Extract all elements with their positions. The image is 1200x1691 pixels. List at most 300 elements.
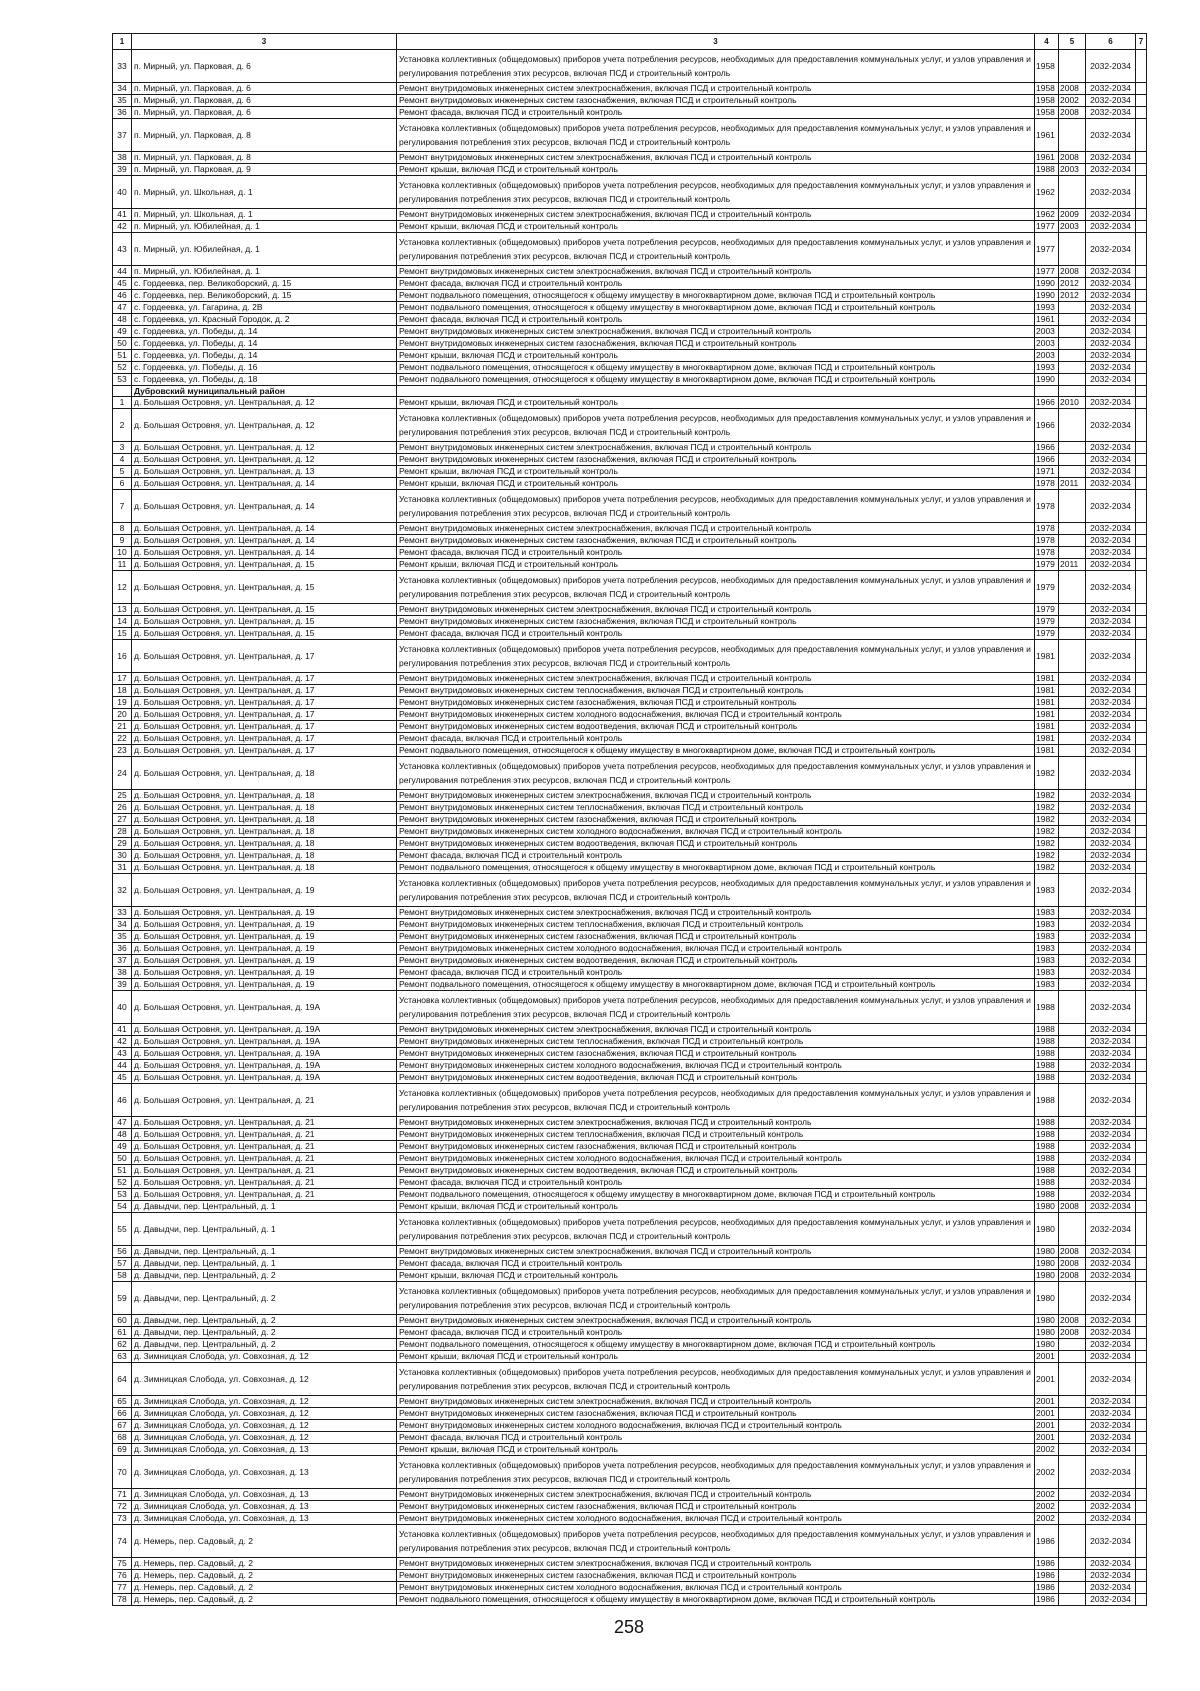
col-7-cell [1136, 1036, 1147, 1048]
table-row [113, 640, 1147, 673]
row-number-cell: 48 [113, 314, 132, 326]
work-type-cell: Установка коллективных (общедомовых) приборов учета потребления ресурсов, необходимых для предоставления коммунальных услуг, и узлов управления и регулирования потребления этих ресурсов, включая ПСД и строительный контроль [397, 991, 1035, 1024]
last-repair-cell [1059, 862, 1086, 874]
address-cell: д. Большая Островня, ул. Центральная, д. 15 [132, 616, 397, 628]
table-row [113, 314, 1147, 326]
row-number-cell: 4 [113, 454, 132, 466]
table-row [113, 490, 1147, 523]
last-repair-cell [1059, 1513, 1086, 1525]
year-built-cell: 1981 [1035, 733, 1059, 745]
last-repair-cell [1059, 919, 1086, 931]
table-row [113, 955, 1147, 967]
row-number-cell: 7 [113, 490, 132, 523]
year-built-cell: 1988 [1035, 1129, 1059, 1141]
repair-period-cell: 2032-2034 [1086, 955, 1136, 967]
header-col-period: 6 [1086, 34, 1136, 50]
work-type-cell: Ремонт внутридомовых инженерных систем электроснабжения, включая ПСД и строительный контроль [397, 1489, 1035, 1501]
row-number-cell: 13 [113, 604, 132, 616]
repair-period-cell: 2032-2034 [1086, 967, 1136, 979]
table-row [113, 119, 1147, 152]
last-repair-cell [1059, 640, 1086, 673]
address-cell: д. Большая Островня, ул. Центральная, д. 21 [132, 1153, 397, 1165]
row-number-cell: 74 [113, 1525, 132, 1558]
last-repair-cell [1059, 838, 1086, 850]
table-row [113, 628, 1147, 640]
table-row [113, 1408, 1147, 1420]
row-number-cell: 26 [113, 802, 132, 814]
last-repair-cell [1059, 733, 1086, 745]
col-7-cell [1136, 1456, 1147, 1489]
repair-period-cell: 2032-2034 [1086, 1177, 1136, 1189]
col-7-cell [1136, 907, 1147, 919]
last-repair-cell [1059, 850, 1086, 862]
repair-period-cell: 2032-2034 [1086, 523, 1136, 535]
col-7-cell [1136, 1084, 1147, 1117]
repair-period-cell: 2032-2034 [1086, 1213, 1136, 1246]
repair-period-cell: 2032-2034 [1086, 1153, 1136, 1165]
last-repair-cell [1059, 1432, 1086, 1444]
address-cell: д. Большая Островня, ул. Центральная, д. 18 [132, 838, 397, 850]
row-number-cell: 46 [113, 290, 132, 302]
work-type-cell: Установка коллективных (общедомовых) приборов учета потребления ресурсов, необходимых для предоставления коммунальных услуг, и узлов управления и регулирования потребления этих ресурсов, включая ПСД и строительный контроль [397, 233, 1035, 266]
work-type-cell: Ремонт внутридомовых инженерных систем холодного водоснабжения, включая ПСД и строительный контроль [397, 709, 1035, 721]
address-cell: д. Большая Островня, ул. Центральная, д. 19 [132, 979, 397, 991]
last-repair-cell [1059, 1141, 1086, 1153]
last-repair-cell [1059, 874, 1086, 907]
address-cell: д. Давыдчи, пер. Центральный, д. 2 [132, 1339, 397, 1351]
row-number-cell: 31 [113, 862, 132, 874]
table-row [113, 1489, 1147, 1501]
col-7-cell [1136, 290, 1147, 302]
year-built-cell: 1990 [1035, 278, 1059, 290]
address-cell: д. Большая Островня, ул. Центральная, д. 19А [132, 1060, 397, 1072]
table-row [113, 802, 1147, 814]
table-row [113, 838, 1147, 850]
year-built-cell: 1978 [1035, 535, 1059, 547]
address-cell: д. Большая Островня, ул. Центральная, д. 18 [132, 814, 397, 826]
year-built-cell: 2001 [1035, 1351, 1059, 1363]
last-repair-cell [1059, 814, 1086, 826]
year-built-cell: 1979 [1035, 604, 1059, 616]
repair-period-cell: 2032-2034 [1086, 1525, 1136, 1558]
repair-period-cell: 2032-2034 [1086, 278, 1136, 290]
address-cell: д. Большая Островня, ул. Центральная, д. 18 [132, 802, 397, 814]
col-7-cell [1136, 1408, 1147, 1420]
table-row [113, 1048, 1147, 1060]
repair-period-cell: 2032-2034 [1086, 1456, 1136, 1489]
table-row [113, 1570, 1147, 1582]
row-number-cell: 3 [113, 442, 132, 454]
repair-period-cell: 2032-2034 [1086, 290, 1136, 302]
address-cell: д. Давыдчи, пер. Центральный, д. 2 [132, 1270, 397, 1282]
last-repair-cell [1059, 350, 1086, 362]
row-number-cell: 35 [113, 95, 132, 107]
last-repair-cell [1059, 745, 1086, 757]
year-built-cell: 1978 [1035, 547, 1059, 559]
last-repair-cell [1059, 233, 1086, 266]
row-number-cell: 34 [113, 919, 132, 931]
table-row [113, 1117, 1147, 1129]
work-type-cell: Ремонт внутридомовых инженерных систем газоснабжения, включая ПСД и строительный контроль [397, 1570, 1035, 1582]
repair-period-cell: 2032-2034 [1086, 709, 1136, 721]
year-built-cell: 1988 [1035, 164, 1059, 176]
table-row [113, 943, 1147, 955]
row-number-cell: 9 [113, 535, 132, 547]
repair-period-cell: 2032-2034 [1086, 1048, 1136, 1060]
table-row [113, 697, 1147, 709]
row-number-cell: 67 [113, 1420, 132, 1432]
address-cell: д. Большая Островня, ул. Центральная, д. 19 [132, 955, 397, 967]
work-type-cell: Ремонт внутридомовых инженерных систем теплоснабжения, включая ПСД и строительный контроль [397, 1036, 1035, 1048]
row-number-cell: 14 [113, 616, 132, 628]
col-7-cell [1136, 1582, 1147, 1594]
last-repair-cell [1059, 523, 1086, 535]
year-built-cell: 1958 [1035, 107, 1059, 119]
last-repair-cell [1059, 967, 1086, 979]
work-type-cell: Ремонт внутридомовых инженерных систем электроснабжения, включая ПСД и строительный контроль [397, 152, 1035, 164]
col-7-cell [1136, 350, 1147, 362]
repair-period-cell: 2032-2034 [1086, 1513, 1136, 1525]
repair-period-cell: 2032-2034 [1086, 350, 1136, 362]
table-row [113, 685, 1147, 697]
table-row [113, 1456, 1147, 1489]
row-number-cell: 49 [113, 1141, 132, 1153]
address-cell: п. Мирный, ул. Парковая, д. 8 [132, 119, 397, 152]
last-repair-cell: 2008 [1059, 266, 1086, 278]
repair-period-cell: 2032-2034 [1086, 1201, 1136, 1213]
repair-period-cell: 2032-2034 [1086, 1072, 1136, 1084]
year-built-cell: 1990 [1035, 290, 1059, 302]
repair-period-cell: 2032-2034 [1086, 850, 1136, 862]
last-repair-cell [1059, 409, 1086, 442]
repair-period-cell: 2032-2034 [1086, 814, 1136, 826]
table-row [113, 604, 1147, 616]
last-repair-cell [1059, 547, 1086, 559]
address-cell: п. Мирный, ул. Юбилейная, д. 1 [132, 233, 397, 266]
section-header-row [113, 386, 1147, 397]
work-type-cell: Ремонт внутридомовых инженерных систем газоснабжения, включая ПСД и строительный контроль [397, 338, 1035, 350]
address-cell: д. Большая Островня, ул. Центральная, д. 19А [132, 1036, 397, 1048]
work-type-cell: Ремонт внутридомовых инженерных систем теплоснабжения, включая ПСД и строительный контроль [397, 802, 1035, 814]
row-number-cell: 19 [113, 697, 132, 709]
last-repair-cell [1059, 302, 1086, 314]
col-7-cell [1136, 826, 1147, 838]
year-built-cell: 1961 [1035, 119, 1059, 152]
table-header-row [113, 34, 1147, 50]
table-row [113, 107, 1147, 119]
address-cell: д. Большая Островня, ул. Центральная, д. 18 [132, 790, 397, 802]
last-repair-cell [1059, 1396, 1086, 1408]
col-7-cell [1136, 209, 1147, 221]
last-repair-cell [1059, 490, 1086, 523]
repair-period-cell: 2032-2034 [1086, 907, 1136, 919]
table-row [113, 523, 1147, 535]
work-type-cell: Ремонт крыши, включая ПСД и строительный контроль [397, 221, 1035, 233]
year-built-cell: 1971 [1035, 466, 1059, 478]
row-number-cell: 27 [113, 814, 132, 826]
table-row [113, 1432, 1147, 1444]
year-built-cell: 1980 [1035, 1258, 1059, 1270]
col-7-cell [1136, 1351, 1147, 1363]
address-cell: д. Зимницкая Слобода, ул. Совхозная, д. 12 [132, 1432, 397, 1444]
table-row [113, 1396, 1147, 1408]
col-7-cell [1136, 523, 1147, 535]
last-repair-cell [1059, 1456, 1086, 1489]
repair-period-cell: 2032-2034 [1086, 1327, 1136, 1339]
row-number-cell: 42 [113, 221, 132, 233]
col-7-cell [1136, 628, 1147, 640]
table-row [113, 302, 1147, 314]
address-cell: д. Большая Островня, ул. Центральная, д. 19 [132, 907, 397, 919]
repair-period-cell: 2032-2034 [1086, 919, 1136, 931]
work-type-cell: Ремонт фасада, включая ПСД и строительный контроль [397, 107, 1035, 119]
year-built-cell: 1982 [1035, 757, 1059, 790]
repair-period-cell: 2032-2034 [1086, 943, 1136, 955]
address-cell: п. Мирный, ул. Школьная, д. 1 [132, 176, 397, 209]
address-cell: д. Большая Островня, ул. Центральная, д. 15 [132, 604, 397, 616]
address-cell: п. Мирный, ул. Парковая, д. 8 [132, 152, 397, 164]
row-number-cell: 66 [113, 1408, 132, 1420]
table-row [113, 931, 1147, 943]
year-built-cell: 2001 [1035, 1408, 1059, 1420]
year-built-cell: 1983 [1035, 943, 1059, 955]
table-row [113, 1258, 1147, 1270]
repair-period-cell: 2032-2034 [1086, 733, 1136, 745]
year-built-cell: 1980 [1035, 1213, 1059, 1246]
row-number-cell: 6 [113, 478, 132, 490]
last-repair-cell [1059, 362, 1086, 374]
year-built-cell: 2003 [1035, 338, 1059, 350]
last-repair-cell [1059, 1129, 1086, 1141]
col-7-cell [1136, 1594, 1147, 1606]
table-row [113, 826, 1147, 838]
repair-period-cell: 2032-2034 [1086, 164, 1136, 176]
year-built-cell: 1982 [1035, 790, 1059, 802]
table-row [113, 991, 1147, 1024]
table-row [113, 1201, 1147, 1213]
year-built-cell: 1980 [1035, 1339, 1059, 1351]
row-number-cell: 49 [113, 326, 132, 338]
repair-period-cell: 2032-2034 [1086, 466, 1136, 478]
header-col-1: 1 [113, 34, 132, 50]
work-type-cell: Ремонт внутридомовых инженерных систем электроснабжения, включая ПСД и строительный контроль [397, 907, 1035, 919]
row-number-cell: 50 [113, 1153, 132, 1165]
row-number-cell: 43 [113, 233, 132, 266]
col-7-cell [1136, 1513, 1147, 1525]
work-type-cell: Ремонт внутридомовых инженерных систем водоотведения, включая ПСД и строительный контроль [397, 955, 1035, 967]
last-repair-cell [1059, 721, 1086, 733]
table-row [113, 442, 1147, 454]
repair-period-cell: 2032-2034 [1086, 673, 1136, 685]
table-row [113, 1129, 1147, 1141]
repair-period-cell: 2032-2034 [1086, 1141, 1136, 1153]
repair-period-cell: 2032-2034 [1086, 862, 1136, 874]
address-cell: п. Мирный, ул. Парковая, д. 6 [132, 107, 397, 119]
header-col-address: 3 [132, 34, 397, 50]
year-built-cell: 1986 [1035, 1558, 1059, 1570]
table-row [113, 278, 1147, 290]
col-7-cell [1136, 442, 1147, 454]
table-row [113, 350, 1147, 362]
repair-period-cell: 2032-2034 [1086, 559, 1136, 571]
year-built-cell: 1981 [1035, 697, 1059, 709]
col-7-cell [1136, 1525, 1147, 1558]
work-type-cell: Установка коллективных (общедомовых) приборов учета потребления ресурсов, необходимых для предоставления коммунальных услуг, и узлов управления и регулирования потребления этих ресурсов, включая ПСД и строительный контроль [397, 1084, 1035, 1117]
table-row [113, 1594, 1147, 1606]
col-7-cell [1136, 571, 1147, 604]
work-type-cell: Ремонт внутридомовых инженерных систем газоснабжения, включая ПСД и строительный контроль [397, 1501, 1035, 1513]
col-7-cell [1136, 490, 1147, 523]
address-cell: с. Гордеевка, ул. Победы, д. 14 [132, 338, 397, 350]
address-cell: д. Большая Островня, ул. Центральная, д. 19 [132, 931, 397, 943]
work-type-cell: Установка коллективных (общедомовых) приборов учета потребления ресурсов, необходимых для предоставления коммунальных услуг, и узлов управления и регулирования потребления этих ресурсов, включая ПСД и строительный контроль [397, 1213, 1035, 1246]
address-cell: д. Большая Островня, ул. Центральная, д. 12 [132, 454, 397, 466]
year-built-cell: 1977 [1035, 233, 1059, 266]
address-cell: д. Большая Островня, ул. Центральная, д. 15 [132, 559, 397, 571]
table-row [113, 979, 1147, 991]
repair-period-cell: 2032-2034 [1086, 1024, 1136, 1036]
row-number-cell: 55 [113, 1213, 132, 1246]
row-number-cell: 46 [113, 1084, 132, 1117]
address-cell: п. Мирный, ул. Юбилейная, д. 1 [132, 266, 397, 278]
row-number-cell: 57 [113, 1258, 132, 1270]
row-number-cell: 5 [113, 466, 132, 478]
work-type-cell: Ремонт фасада, включая ПСД и строительный контроль [397, 1258, 1035, 1270]
row-number-cell: 70 [113, 1456, 132, 1489]
col-7-cell [1136, 1201, 1147, 1213]
repair-period-cell: 2032-2034 [1086, 1489, 1136, 1501]
work-type-cell: Ремонт крыши, включая ПСД и строительный контроль [397, 559, 1035, 571]
address-cell: д. Большая Островня, ул. Центральная, д. 12 [132, 442, 397, 454]
repair-period-cell: 2032-2034 [1086, 326, 1136, 338]
year-built-cell: 1988 [1035, 1048, 1059, 1060]
year-built-cell: 1958 [1035, 83, 1059, 95]
repair-period-cell: 2032-2034 [1086, 1408, 1136, 1420]
table-row [113, 1582, 1147, 1594]
work-type-cell: Установка коллективных (общедомовых) приборов учета потребления ресурсов, необходимых для предоставления коммунальных услуг, и узлов управления и регулирования потребления этих ресурсов, включая ПСД и строительный контроль [397, 640, 1035, 673]
year-built-cell: 1980 [1035, 1315, 1059, 1327]
work-type-cell: Ремонт внутридомовых инженерных систем холодного водоснабжения, включая ПСД и строительный контроль [397, 1420, 1035, 1432]
table-row [113, 967, 1147, 979]
section-empty-cell [397, 386, 1035, 397]
table-row [113, 535, 1147, 547]
address-cell: д. Большая Островня, ул. Центральная, д. 17 [132, 640, 397, 673]
address-cell: д. Давыдчи, пер. Центральный, д. 1 [132, 1258, 397, 1270]
repair-period-cell: 2032-2034 [1086, 209, 1136, 221]
row-number-cell: 33 [113, 50, 132, 83]
address-cell: п. Мирный, ул. Парковая, д. 6 [132, 50, 397, 83]
last-repair-cell [1059, 991, 1086, 1024]
col-7-cell [1136, 1570, 1147, 1582]
row-number-cell: 43 [113, 1048, 132, 1060]
row-number-cell: 25 [113, 790, 132, 802]
year-built-cell: 1988 [1035, 1153, 1059, 1165]
work-type-cell: Ремонт фасада, включая ПСД и строительный контроль [397, 547, 1035, 559]
year-built-cell: 1981 [1035, 640, 1059, 673]
work-type-cell: Ремонт крыши, включая ПСД и строительный контроль [397, 1201, 1035, 1213]
row-number-cell: 44 [113, 266, 132, 278]
row-number-cell: 35 [113, 931, 132, 943]
table-row [113, 409, 1147, 442]
table-row [113, 176, 1147, 209]
last-repair-cell [1059, 1282, 1086, 1315]
last-repair-cell: 2012 [1059, 278, 1086, 290]
row-number-cell: 11 [113, 559, 132, 571]
last-repair-cell: 2010 [1059, 397, 1086, 409]
work-type-cell: Ремонт внутридомовых инженерных систем газоснабжения, включая ПСД и строительный контроль [397, 95, 1035, 107]
table-row [113, 1189, 1147, 1201]
col-7-cell [1136, 733, 1147, 745]
address-cell: д. Большая Островня, ул. Центральная, д. 19А [132, 1048, 397, 1060]
last-repair-cell [1059, 931, 1086, 943]
table-row [113, 919, 1147, 931]
work-type-cell: Ремонт внутридомовых инженерных систем электроснабжения, включая ПСД и строительный контроль [397, 1396, 1035, 1408]
work-type-cell: Ремонт внутридомовых инженерных систем холодного водоснабжения, включая ПСД и строительный контроль [397, 943, 1035, 955]
col-7-cell [1136, 454, 1147, 466]
address-cell: д. Большая Островня, ул. Центральная, д. 19 [132, 874, 397, 907]
table-row [113, 50, 1147, 83]
row-number-cell: 18 [113, 685, 132, 697]
address-cell: д. Большая Островня, ул. Центральная, д. 17 [132, 697, 397, 709]
address-cell: д. Большая Островня, ул. Центральная, д. 17 [132, 685, 397, 697]
last-repair-cell [1059, 1165, 1086, 1177]
col-7-cell [1136, 1129, 1147, 1141]
section-empty-cell [1059, 386, 1086, 397]
table-row [113, 850, 1147, 862]
col-7-cell [1136, 814, 1147, 826]
col-7-cell [1136, 919, 1147, 931]
work-type-cell: Ремонт подвального помещения, относящегося к общему имуществу в многоквартирном доме, включая ПСД и строительный контроль [397, 290, 1035, 302]
row-number-cell: 37 [113, 119, 132, 152]
repair-period-cell: 2032-2034 [1086, 233, 1136, 266]
col-7-cell [1136, 874, 1147, 907]
table-row [113, 571, 1147, 604]
work-type-cell: Ремонт внутридомовых инженерных систем газоснабжения, включая ПСД и строительный контроль [397, 535, 1035, 547]
col-7-cell [1136, 943, 1147, 955]
work-type-cell: Установка коллективных (общедомовых) приборов учета потребления ресурсов, необходимых для предоставления коммунальных услуг, и узлов управления и регулирования потребления этих ресурсов, включая ПСД и строительный контроль [397, 1363, 1035, 1396]
address-cell: д. Большая Островня, ул. Центральная, д. 14 [132, 535, 397, 547]
work-type-cell: Ремонт внутридомовых инженерных систем газоснабжения, включая ПСД и строительный контроль [397, 1408, 1035, 1420]
address-cell: д. Давыдчи, пер. Центральный, д. 2 [132, 1282, 397, 1315]
table-row [113, 721, 1147, 733]
last-repair-cell [1059, 1036, 1086, 1048]
col-7-cell [1136, 1177, 1147, 1189]
table-row [113, 209, 1147, 221]
last-repair-cell [1059, 1363, 1086, 1396]
table-row [113, 1060, 1147, 1072]
table-row [113, 673, 1147, 685]
year-built-cell: 1980 [1035, 1282, 1059, 1315]
col-7-cell [1136, 374, 1147, 386]
address-cell: д. Зимницкая Слобода, ул. Совхозная, д. 12 [132, 1408, 397, 1420]
work-type-cell: Ремонт фасада, включая ПСД и строительный контроль [397, 1327, 1035, 1339]
table-row [113, 466, 1147, 478]
table-row [113, 1153, 1147, 1165]
work-type-cell: Ремонт внутридомовых инженерных систем газоснабжения, включая ПСД и строительный контроль [397, 616, 1035, 628]
col-7-cell [1136, 1558, 1147, 1570]
address-cell: д. Зимницкая Слобода, ул. Совхозная, д. 12 [132, 1396, 397, 1408]
year-built-cell: 1979 [1035, 628, 1059, 640]
address-cell: д. Большая Островня, ул. Центральная, д. 12 [132, 397, 397, 409]
year-built-cell: 2001 [1035, 1363, 1059, 1396]
last-repair-cell [1059, 709, 1086, 721]
work-type-cell: Ремонт внутридомовых инженерных систем электроснабжения, включая ПСД и строительный контроль [397, 673, 1035, 685]
work-type-cell: Ремонт крыши, включая ПСД и строительный контроль [397, 478, 1035, 490]
repair-period-cell: 2032-2034 [1086, 176, 1136, 209]
row-number-cell: 45 [113, 278, 132, 290]
last-repair-cell: 2003 [1059, 164, 1086, 176]
table-row [113, 397, 1147, 409]
